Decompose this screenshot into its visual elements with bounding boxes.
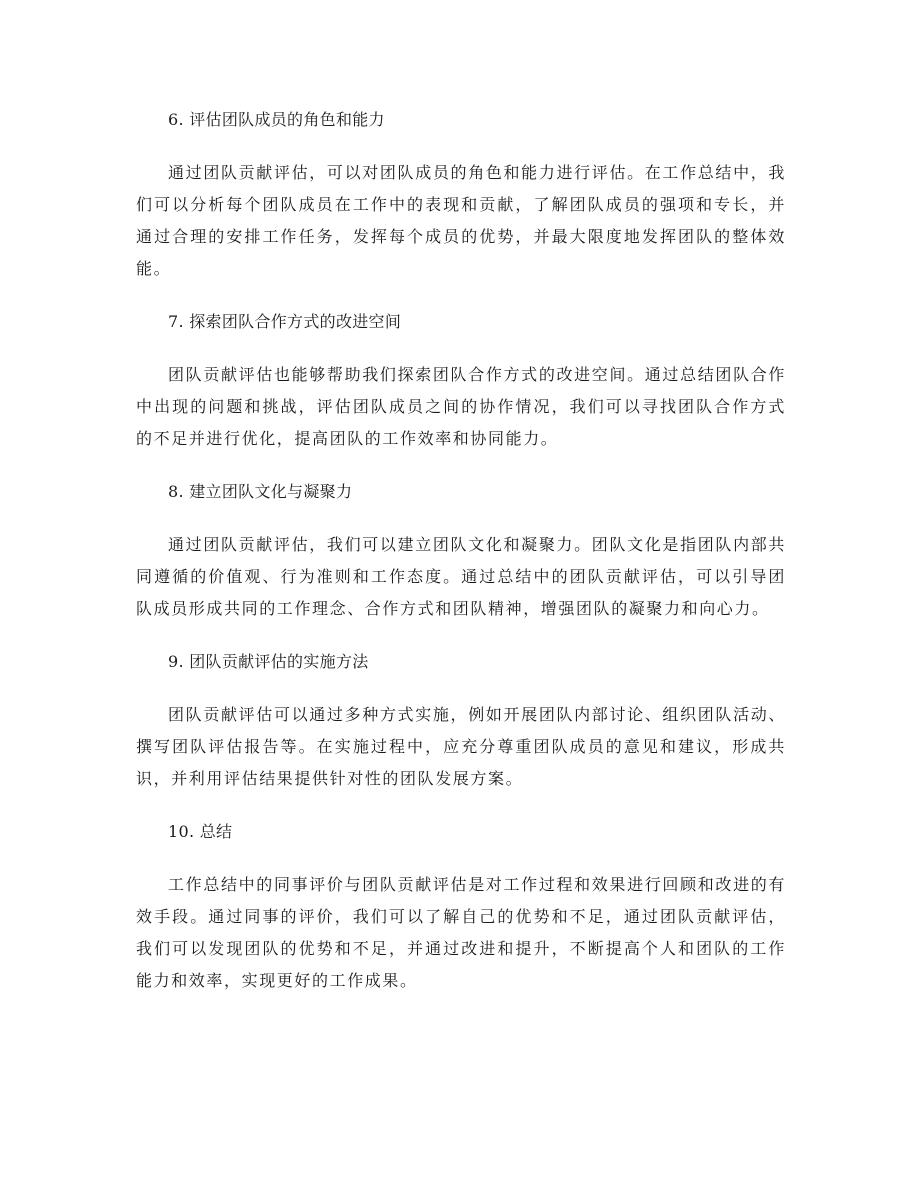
section-heading: 9. 团队贡献评估的实施方法 [168,652,369,671]
section-10 [136,816,786,997]
section-9 [136,646,786,795]
section-heading: 7. 探索团队合作方式的改进空间 [168,312,402,331]
section-paragraph: 工作总结中的同事评价与团队贡献评估是对工作过程和效果进行回顾和改进的有效手段。通过同事的评价，我们可以了解自己的优势和不足，通过团队贡献评估，我们可以发现团队的优势和不足，并通过改进和提升，不断提高个人和团队的工作能力和效率，实现更好的工作成果。 [136,875,786,990]
section-heading: 6. 评估团队成员的角色和能力 [168,110,385,129]
section-paragraph: 团队贡献评估也能够帮助我们探索团队合作方式的改进空间。通过总结团队合作中出现的问题和挑战，评估团队成员之间的协作情况，我们可以寻找团队合作方式的不足并进行优化，提高团队的工作效率和协同能力。 [136,365,786,448]
section-paragraph: 团队贡献评估可以通过多种方式实施，例如开展团队内部讨论、组织团队活动、撰写团队评估报告等。在实施过程中，应充分尊重团队成员的意见和建议，形成共识，并利用评估结果提供针对性的团队发展方案。 [136,705,786,788]
section-6 [136,104,786,285]
section-7 [136,306,786,455]
document-body [136,104,786,1018]
section-heading: 8. 建立团队文化与凝聚力 [168,482,353,501]
section-paragraph: 通过团队贡献评估，我们可以建立团队文化和凝聚力。团队文化是指团队内部共同遵循的价值观、行为准则和工作态度。通过总结中的团队贡献评估，可以引导团队成员形成共同的工作理念、合作方式和团队精神，增强团队的凝聚力和向心力。 [136,535,786,618]
section-8 [136,476,786,625]
section-heading: 10. 总结 [168,822,233,841]
section-paragraph: 通过团队贡献评估，可以对团队成员的角色和能力进行评估。在工作总结中，我们可以分析每个团队成员在工作中的表现和贡献，了解团队成员的强项和专长，并通过合理的安排工作任务，发挥每个成员的优势，并最大限度地发挥团队的整体效能。 [136,163,786,278]
